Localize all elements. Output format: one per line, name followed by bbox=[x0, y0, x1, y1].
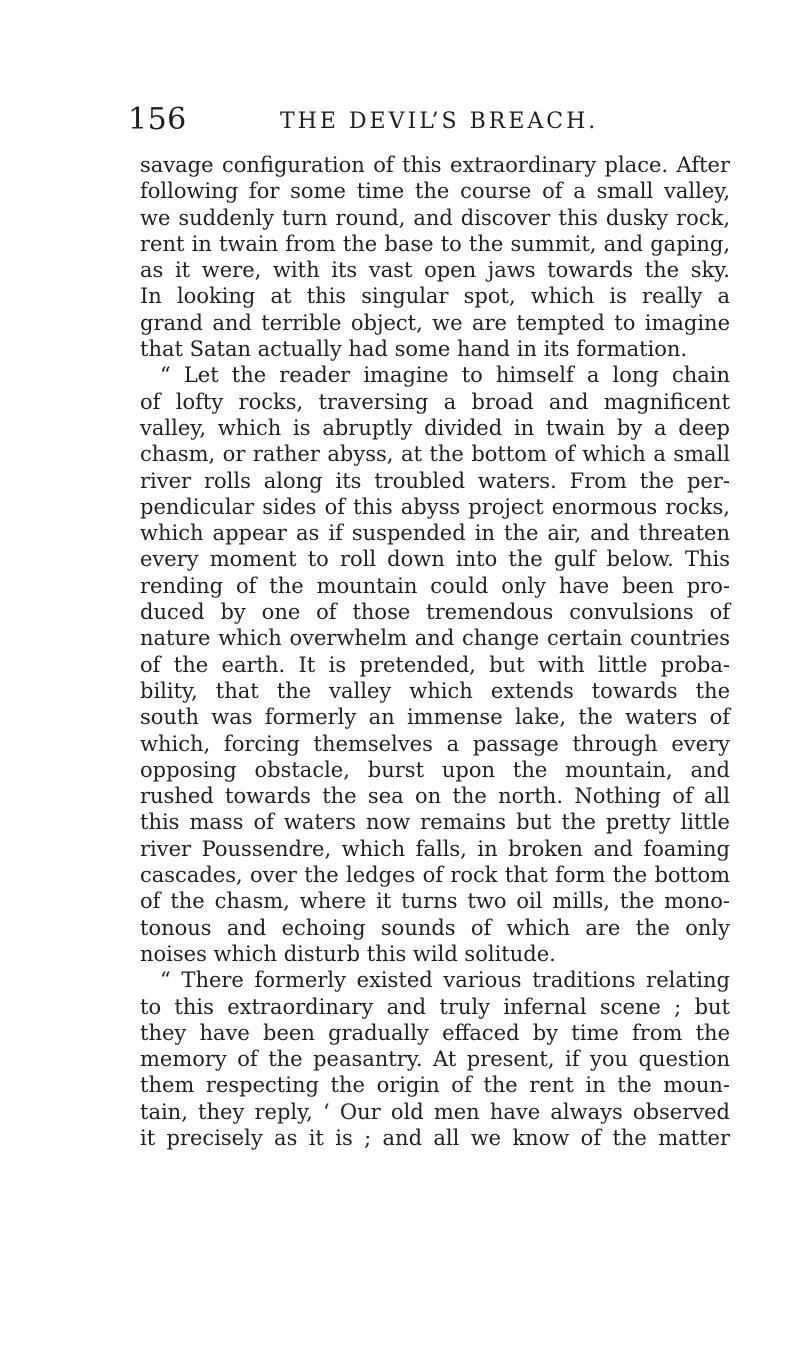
text-line: memory of the peasantry. At present, if you question bbox=[140, 1047, 730, 1072]
text-line: we suddenly turn round, and discover this dusky rock, bbox=[140, 205, 730, 230]
text-line: this mass of waters now remains but the pretty little bbox=[140, 810, 730, 835]
text-line: valley, which is abruptly divided in twain by a deep bbox=[140, 415, 730, 440]
text-line: every moment to roll down into the gulf below. This bbox=[140, 547, 730, 572]
text-line: following for some time the course of a small valley, bbox=[140, 179, 730, 204]
text-line: as it were, with its vast open jaws towards the sky. bbox=[140, 258, 730, 283]
text-line: pendicular sides of this abyss project enormous rocks, bbox=[140, 494, 730, 519]
text-line: them respecting the origin of the rent in the moun- bbox=[140, 1073, 730, 1098]
text-line: In looking at this singular spot, which is really a bbox=[140, 284, 730, 309]
text-line: that Satan actually had some hand in its formation. bbox=[140, 337, 688, 362]
text-line: river Poussendre, which falls, in broken and foaming bbox=[140, 836, 730, 861]
body-text bbox=[140, 152, 730, 1151]
text-line: “ Let the reader imagine to himself a long chain bbox=[160, 363, 730, 388]
text-line: tonous and echoing sounds of which are the only bbox=[140, 915, 730, 940]
text-line: duced by one of those tremendous convulsions of bbox=[140, 600, 730, 625]
text-line: chasm, or rather abyss, at the bottom of which a small bbox=[140, 442, 730, 467]
text-line: noises which disturb this wild solitude. bbox=[140, 941, 556, 966]
text-line: savage configuration of this extraordinary place. After bbox=[140, 153, 730, 177]
text-line: south was formerly an immense lake, the waters of bbox=[140, 705, 730, 730]
text-line: which, forcing themselves a passage through every bbox=[140, 731, 730, 756]
text-line: of lofty rocks, traversing a broad and magnificent bbox=[140, 389, 730, 414]
text-line: rushed towards the sea on the north. Nothing of all bbox=[140, 784, 730, 809]
text-line: it precisely as it is ; and all we know of the matter bbox=[140, 1125, 730, 1150]
page-number: 156 bbox=[128, 102, 187, 137]
text-line: which appear as if suspended in the air, and threaten bbox=[140, 521, 730, 546]
text-line: tain, they reply, ‘ Our old men have always observed bbox=[140, 1099, 730, 1124]
text-line: bility, that the valley which extends towards the bbox=[140, 678, 730, 703]
text-line: of the earth. It is pretended, but with little proba- bbox=[140, 652, 730, 677]
page-header bbox=[128, 100, 728, 140]
text-line: they have been gradually effaced by time from the bbox=[140, 1020, 730, 1045]
text-line: cascades, over the ledges of rock that form the bottom bbox=[140, 863, 730, 888]
running-head: THE DEVIL’S BREACH. bbox=[280, 109, 599, 134]
text-line: to this extraordinary and truly infernal scene ; but bbox=[140, 994, 730, 1019]
text-line: opposing obstacle, burst upon the mountain, and bbox=[140, 757, 730, 782]
text-line: river rolls along its troubled waters. From the per- bbox=[140, 468, 730, 493]
text-line: rent in twain from the base to the summit, and gaping, bbox=[140, 231, 730, 256]
text-line: rending of the mountain could only have been pro- bbox=[140, 573, 730, 598]
text-line: nature which overwhelm and change certain countries bbox=[140, 626, 730, 651]
text-line: grand and terrible object, we are tempted to imagine bbox=[140, 310, 730, 335]
text-line: of the chasm, where it turns two oil mills, the mono- bbox=[140, 889, 730, 914]
text-line: “ There formerly existed various traditions relating bbox=[160, 968, 730, 993]
